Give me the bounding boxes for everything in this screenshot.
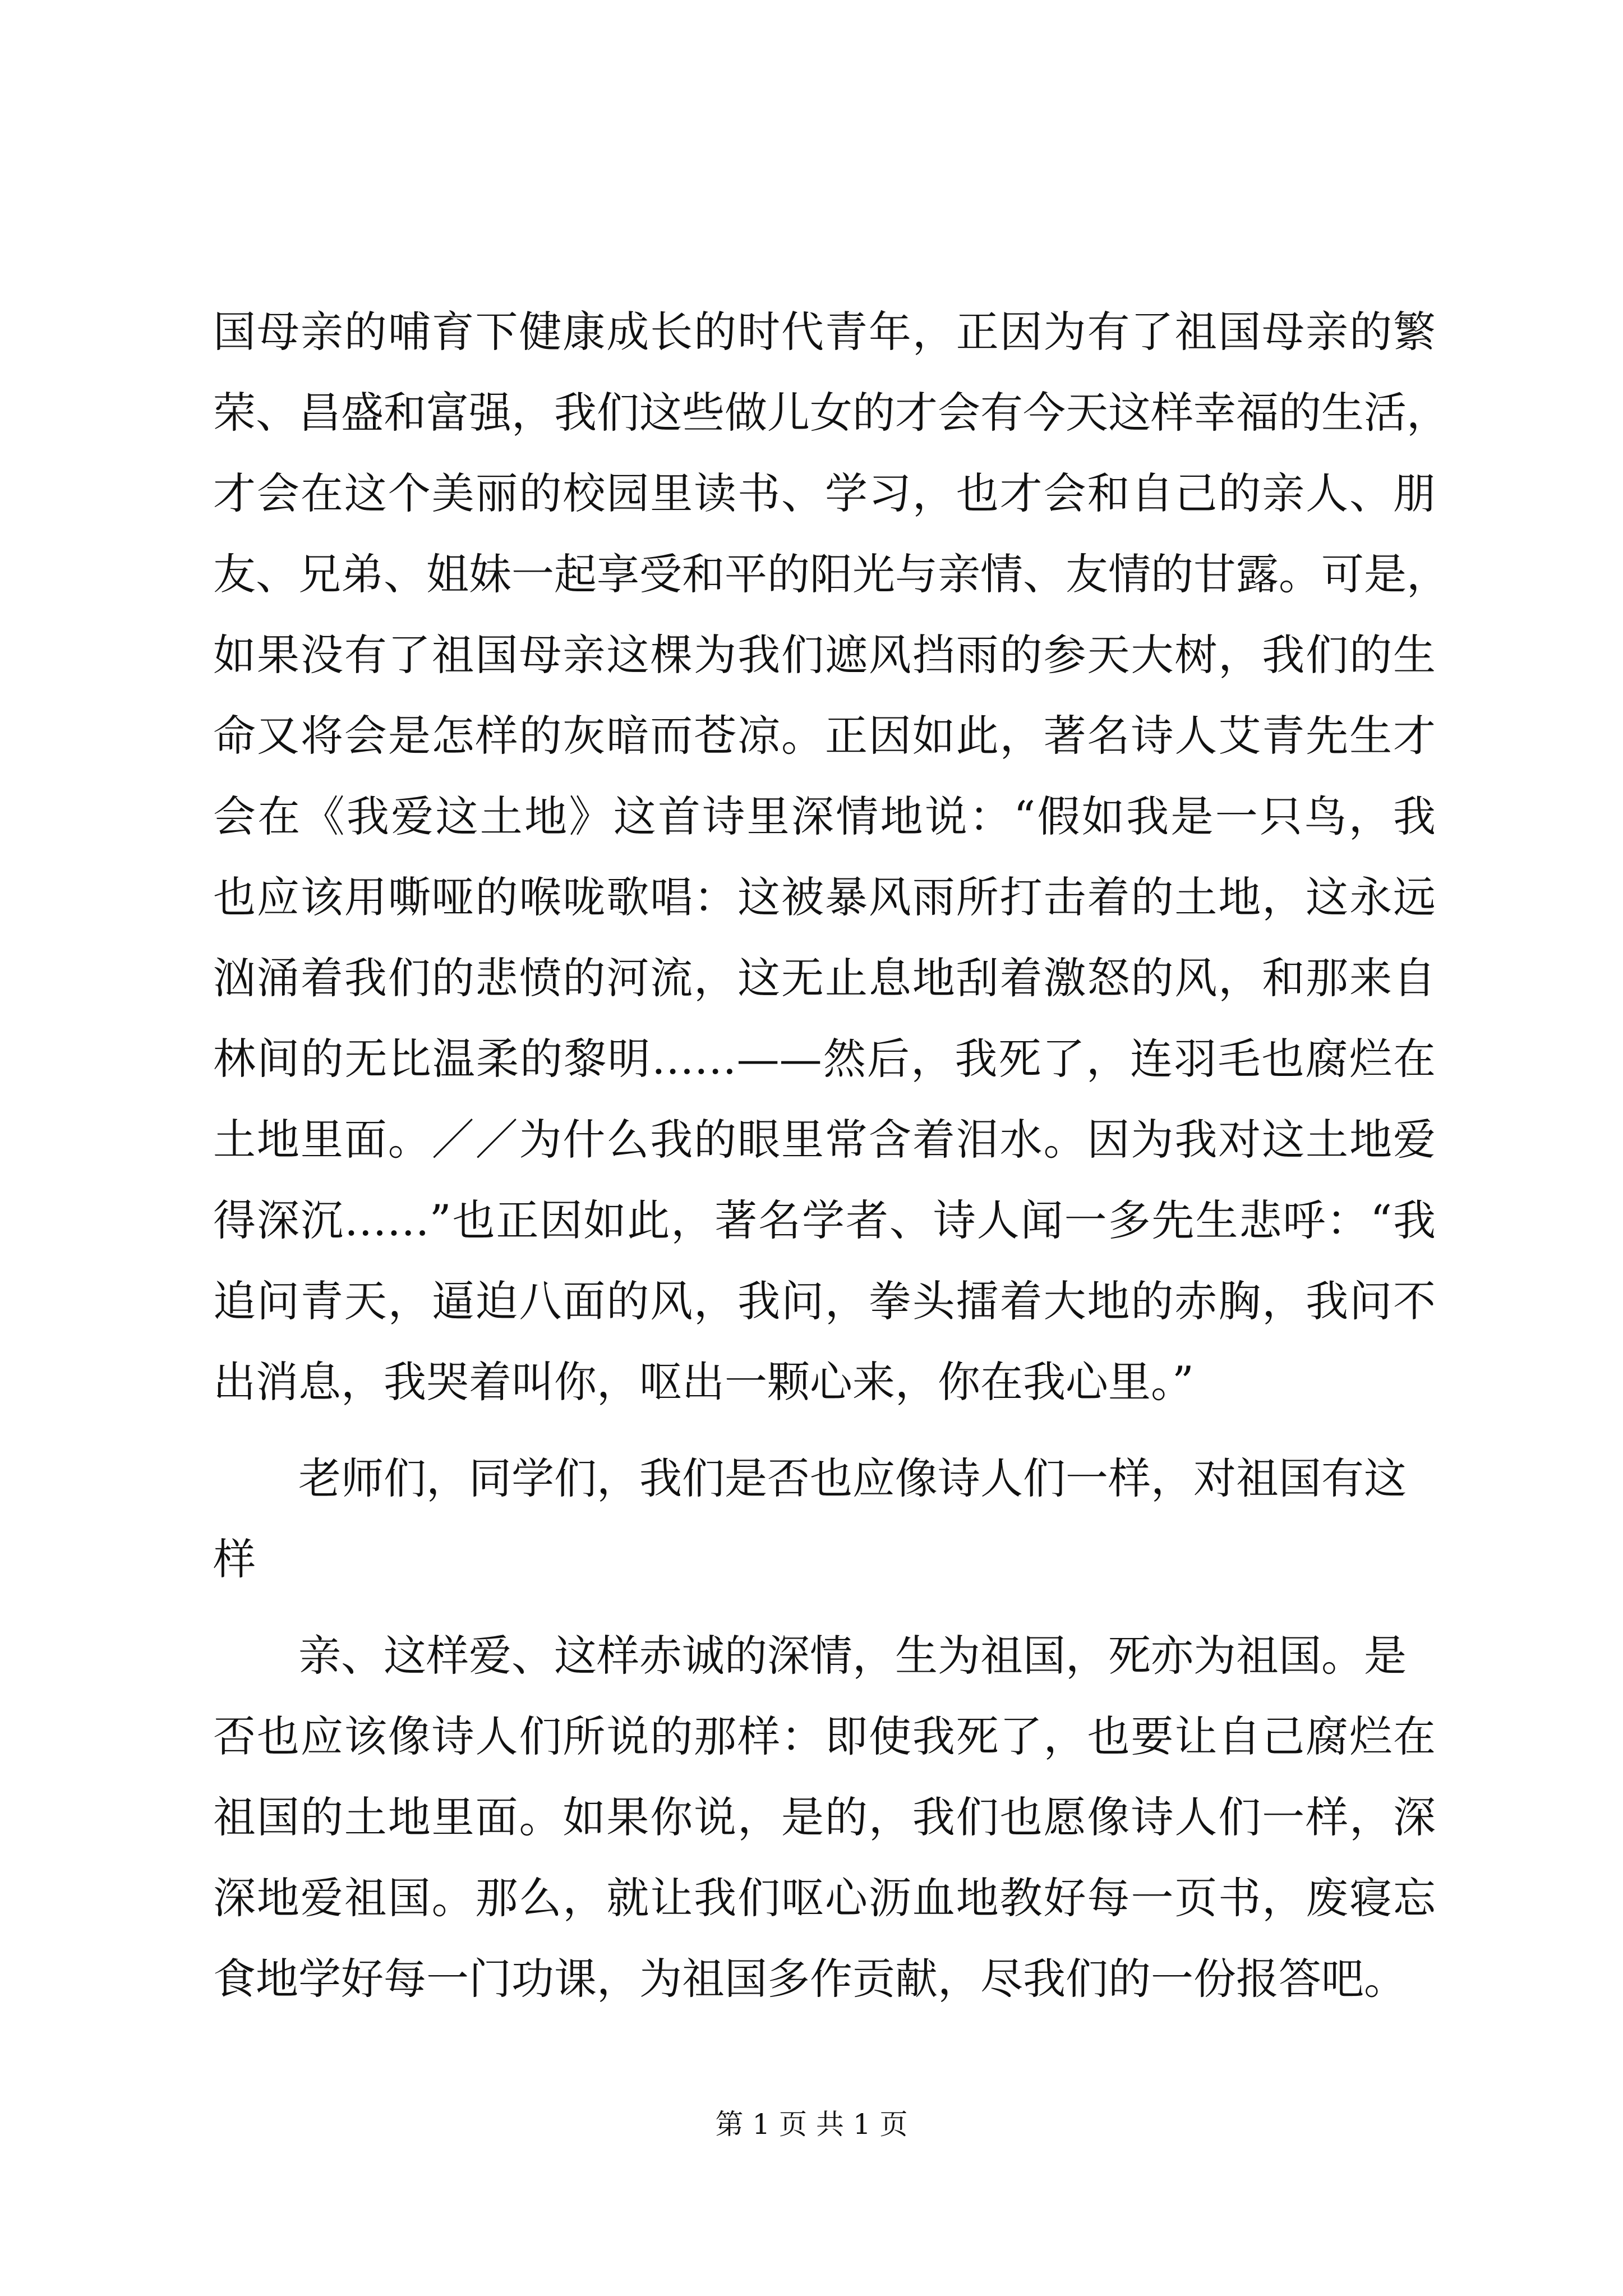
paragraph-line: 追问青天，逼迫八面的风，我问，拳头擂着大地的赤胸，我问不 bbox=[213, 1276, 1436, 1326]
paragraph-line: 亲、这样爱、这样赤诚的深情，生为祖国，死亦为祖国。是 bbox=[298, 1631, 1407, 1681]
paragraph-line: 如果没有了祖国母亲这棵为我们遮风挡雨的参天大树，我们的生 bbox=[213, 630, 1436, 680]
paragraph-3 bbox=[213, 1616, 1436, 2019]
document-body bbox=[213, 292, 1449, 2019]
paragraph-line: 命又将会是怎样的灰暗而苍凉。正因如此，著名诗人艾青先生才 bbox=[213, 711, 1436, 761]
paragraph-line: 样 bbox=[213, 1534, 256, 1584]
paragraph-line: 土地里面。／／为什么我的眼里常含着泪水。因为我对这土地爱 bbox=[213, 1115, 1436, 1165]
paragraph-line: 否也应该像诗人们所说的那样：即使我死了，也要让自己腐烂在 bbox=[213, 1711, 1436, 1761]
paragraph-1 bbox=[213, 292, 1449, 1423]
paragraph-line: 深地爱祖国。那么，就让我们呕心沥血地教好每一页书，废寝忘 bbox=[213, 1873, 1436, 1923]
paragraph-line: 会在《我爱这土地》这首诗里深情地说：“假如我是一只鸟，我 bbox=[213, 792, 1436, 841]
paragraph-line: 林间的无比温柔的黎明……——然后，我死了，连羽毛也腐烂在 bbox=[213, 1034, 1436, 1084]
paragraph-line: 荣、昌盛和富强，我们这些做儿女的才会有今天这样幸福的生活， bbox=[213, 388, 1449, 438]
paragraph-line: 汹涌着我们的悲愤的河流，这无止息地刮着激怒的风，和那来自 bbox=[213, 953, 1436, 1003]
paragraph-line: 友、兄弟、姐妹一起享受和平的阳光与亲情、友情的甘露。可是， bbox=[213, 549, 1449, 599]
paragraph-line: 得深沉……”也正因如此，著名学者、诗人闻一多先生悲呼：“我 bbox=[213, 1195, 1436, 1245]
paragraph-line: 老师们，同学们，我们是否也应像诗人们一样，对祖国有这 bbox=[298, 1453, 1407, 1503]
paragraph-line: 食地学好每一门功课，为祖国多作贡献，尽我们的一份报答吧。 bbox=[213, 1954, 1407, 2004]
paragraph-line: 也应该用嘶哑的喉咙歌唱：这被暴风雨所打击着的土地，这永远 bbox=[213, 872, 1436, 922]
paragraph-line: 国母亲的哺育下健康成长的时代青年，正因为有了祖国母亲的繁 bbox=[213, 307, 1436, 357]
page-footer: 第 1 页 共 1 页 bbox=[715, 2108, 908, 2141]
paragraph-line: 才会在这个美丽的校园里读书、学习，也才会和自己的亲人、朋 bbox=[213, 468, 1436, 518]
paragraph-line: 出消息，我哭着叫你，呕出一颗心来，你在我心里。” bbox=[213, 1357, 1194, 1407]
paragraph-line: 祖国的土地里面。如果你说，是的，我们也愿像诗人们一样，深 bbox=[213, 1792, 1436, 1842]
paragraph-2 bbox=[213, 1438, 1436, 1600]
